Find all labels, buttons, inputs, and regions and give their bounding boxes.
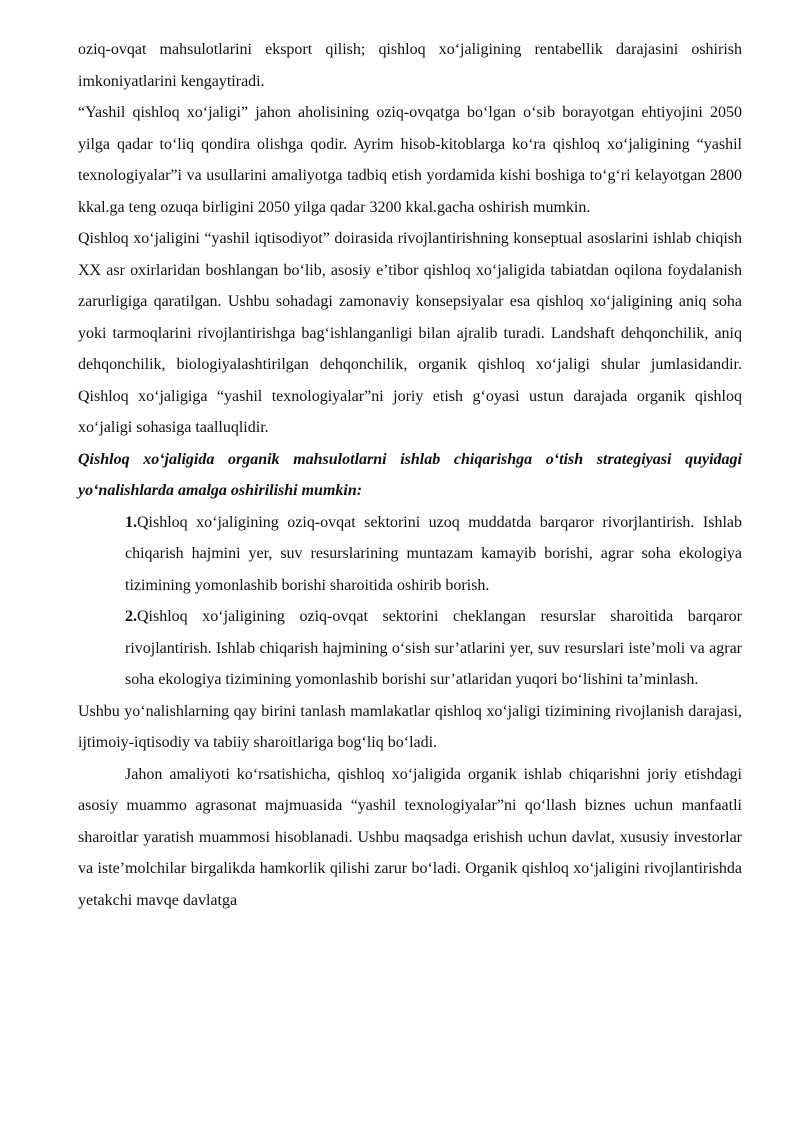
list-number-2: 2. xyxy=(125,608,137,625)
paragraph-3: Qishloq xo‘jaligini “yashil iqtisodiyot” doirasida rivojlantirishning konseptual asoslarini ishlab chiqish XX asr oxirlaridan boshlangan bo‘lib, asosiy e’tibor qishloq xo‘jaligida tabiatdan oqilona foydalanish zarurligiga qaratilgan. Ushbu sohadagi zamonaviy konsepsiyalar esa qishloq xo‘jaligining aniq soha yoki tarmoqlarini rivojlantirishga bag‘ishlanganligi bilan ajralib turadi. Landshaft dehqonchilik, aniq dehqonchilik, biologiyalashtirilgan dehqonchilik, organik qishloq xo‘jaligi shular jumlasidandir. Qishloq xo‘jaligiga “yashil texnologiyalar”ni joriy etish g‘oyasi ustun darajada organik qishloq xo‘jaligi sohasiga taalluqlidir. xyxy=(78,230,742,436)
list-text-2: Qishloq xo‘jaligining oziq-ovqat sektorini cheklangan resurslar sharoitida barqaror rivojlantirish. Ishlab chiqarish hajmining o‘sish sur’atlarini yer, suv resurslari iste’moli va agrar soha ekologiya tizimining yomonlashib borishi sur’atlaridan yuqori bo‘lishini ta’minlash. xyxy=(125,608,742,688)
document-page xyxy=(78,34,742,916)
paragraph-4: Ushbu yo‘nalishlarning qay birini tanlash mamlakatlar qishloq xo‘jaligi tizimining rivojlanish darajasi, ijtimoiy-iqtisodiy va tabiiy sharoitlariga bog‘liq bo‘ladi. xyxy=(78,702,742,751)
list-item-1 xyxy=(125,507,742,602)
paragraph-1: oziq-ovqat mahsulotlarini eksport qilish; qishloq xo‘jaligining rentabellik darajasini oshirish imkoniyatlarini kengaytiradi. xyxy=(78,41,742,90)
list-text-1: Qishloq xo‘jaligining oziq-ovqat sektorini uzoq muddatda barqaror rivorjlantirish. Ishlab chiqarish hajmini yer, suv resurslarining muntazam kamayib borishi, agrar soha ekologiya tizimining yomonlashib borishi sharoitida oshirib borish. xyxy=(125,513,742,594)
paragraph-2: “Yashil qishloq xo‘jaligi” jahon aholisining oziq-ovqatga bo‘lgan o‘sib borayotgan ehtiyojini 2050 yilga qadar to‘liq qondira olishga qodir. Ayrim hisob-kitoblarga ko‘ra qishloq xo‘jaligining “yashil texnologiyalar”i va usullarini amaliyotga tadbiq etish yordamida kishi boshiga to‘g‘ri kelayotgan 2800 kkal.ga teng ozuqa birligini 2050 yilga qadar 3200 kkal.gacha oshirish mumkin. xyxy=(78,104,742,216)
section-heading: Qishloq xo‘jaligida organik mahsulotlarni ishlab chiqarishga o‘tish strategiyasi quyidagi yo‘nalishlarda amalga oshirilishi mumkin: xyxy=(78,450,742,499)
list-number-1: 1. xyxy=(125,513,137,531)
list-item-2 xyxy=(125,601,742,696)
paragraph-5: Jahon amaliyoti ko‘rsatishicha, qishloq xo‘jaligida organik ishlab chiqarishni joriy etishdagi asosiy muammo agrasonat majmuasida “yashil texnologiyalar”ni qo‘llash biznes uchun manfaatli sharoitlar yaratish muammosi hisoblanadi. Ushbu maqsadga erishish uchun davlat, xususiy investorlar va iste’molchilar birgalikda hamkorlik qilishi zarur bo‘ladi. Organik qishloq xo‘jaligini rivojlantirishda yetakchi mavqe davlatga xyxy=(78,765,742,909)
